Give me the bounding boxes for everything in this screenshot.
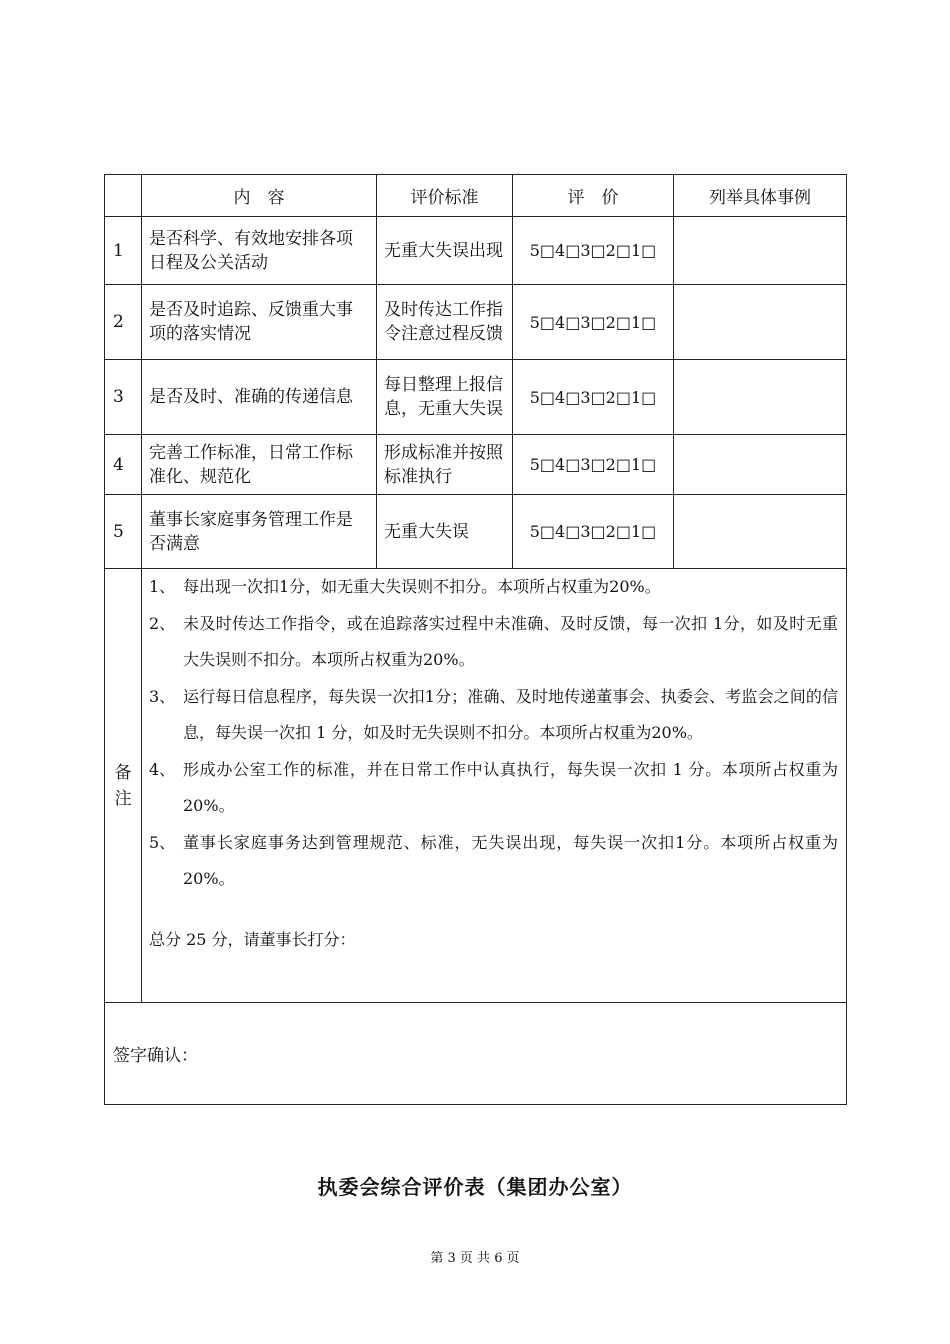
- row-num: 2: [105, 285, 142, 360]
- score-options[interactable]: 5□4□3□2□1□: [513, 217, 674, 285]
- table-row: [105, 217, 847, 285]
- header-score: 评 价: [513, 175, 674, 217]
- row-content: 是否及时追踪、反馈重大事项的落实情况: [142, 285, 377, 360]
- evaluation-table: [104, 174, 847, 1105]
- note-text: 每出现一次扣1分，如无重大失误则不扣分。本项所占权重为20%。: [183, 577, 661, 596]
- signature-label: 签字确认：: [113, 1046, 198, 1066]
- signature-field[interactable]: [105, 1003, 847, 1105]
- note-item: [149, 825, 838, 898]
- table-row: [105, 360, 847, 435]
- note-text: 未及时传达工作指令，或在追踪落实过程中未准确、及时反馈，每一次扣 1分，如及时无重大失误则不扣分。本项所占权重为20%。: [183, 613, 838, 669]
- next-table-title: 执委会综合评价表（集团办公室）: [317, 1175, 633, 1199]
- notes-label-text: 备注: [114, 762, 132, 809]
- header-num: [105, 175, 142, 217]
- table-row: [105, 285, 847, 360]
- note-text: 形成办公室工作的标准，并在日常工作中认真执行，每失误一次扣 1 分。本项所占权重为20%。: [183, 759, 838, 815]
- row-content: 是否及时、准确的传递信息: [142, 360, 377, 435]
- note-num: 1、: [149, 577, 176, 596]
- row-standard: 每日整理上报信息，无重大失误: [377, 360, 513, 435]
- row-content: 完善工作标准，日常工作标准化、规范化: [142, 435, 377, 495]
- row-content: 董事长家庭事务管理工作是否满意: [142, 495, 377, 569]
- note-item: [149, 752, 838, 825]
- total-score-prompt[interactable]: 总分 25 分，请董事长打分：: [149, 929, 356, 949]
- header-examples: 列举具体事例: [674, 175, 847, 217]
- note-item: [149, 606, 838, 679]
- example-cell[interactable]: [674, 495, 847, 569]
- note-item: [149, 569, 838, 606]
- row-num: 4: [105, 435, 142, 495]
- score-options[interactable]: 5□4□3□2□1□: [513, 285, 674, 360]
- note-num: 4、: [149, 759, 176, 779]
- note-item: [149, 679, 838, 752]
- table-header-row: [105, 175, 847, 217]
- note-num: 2、: [149, 613, 176, 633]
- row-num: 3: [105, 360, 142, 435]
- example-cell[interactable]: [674, 360, 847, 435]
- row-standard: 无重大失误: [377, 495, 513, 569]
- example-cell[interactable]: [674, 435, 847, 495]
- notes-row: [105, 569, 847, 1003]
- row-standard: 无重大失误出现: [377, 217, 513, 285]
- row-standard: 及时传达工作指令注意过程反馈: [377, 285, 513, 360]
- notes-label: [105, 569, 142, 1003]
- note-text: 运行每日信息程序，每失误一次扣1分；准确、及时地传递董事会、执委会、考监会之间的信息，每失误一次扣 1 分，如及时无失误则不扣分。本项所占权重为20%。: [183, 686, 838, 742]
- row-num: 5: [105, 495, 142, 569]
- header-content: 内 容: [142, 175, 377, 217]
- header-standard: 评价标准: [377, 175, 513, 217]
- page-number: 第 3 页 共 6 页: [430, 1251, 520, 1266]
- score-options[interactable]: 5□4□3□2□1□: [513, 435, 674, 495]
- row-content: 是否科学、有效地安排各项日程及公关活动: [142, 217, 377, 285]
- score-options[interactable]: 5□4□3□2□1□: [513, 495, 674, 569]
- note-num: 5、: [149, 832, 176, 852]
- table-row: [105, 495, 847, 569]
- example-cell[interactable]: [674, 285, 847, 360]
- example-cell[interactable]: [674, 217, 847, 285]
- note-text: 董事长家庭事务达到管理规范、标准，无失误出现，每失误一次扣1分。本项所占权重为20%。: [183, 832, 838, 888]
- table-row: [105, 435, 847, 495]
- signature-row: [105, 1003, 847, 1105]
- row-standard: 形成标准并按照标准执行: [377, 435, 513, 495]
- score-options[interactable]: 5□4□3□2□1□: [513, 360, 674, 435]
- row-num: 1: [105, 217, 142, 285]
- notes-content: [142, 569, 847, 1003]
- note-num: 3、: [149, 686, 176, 706]
